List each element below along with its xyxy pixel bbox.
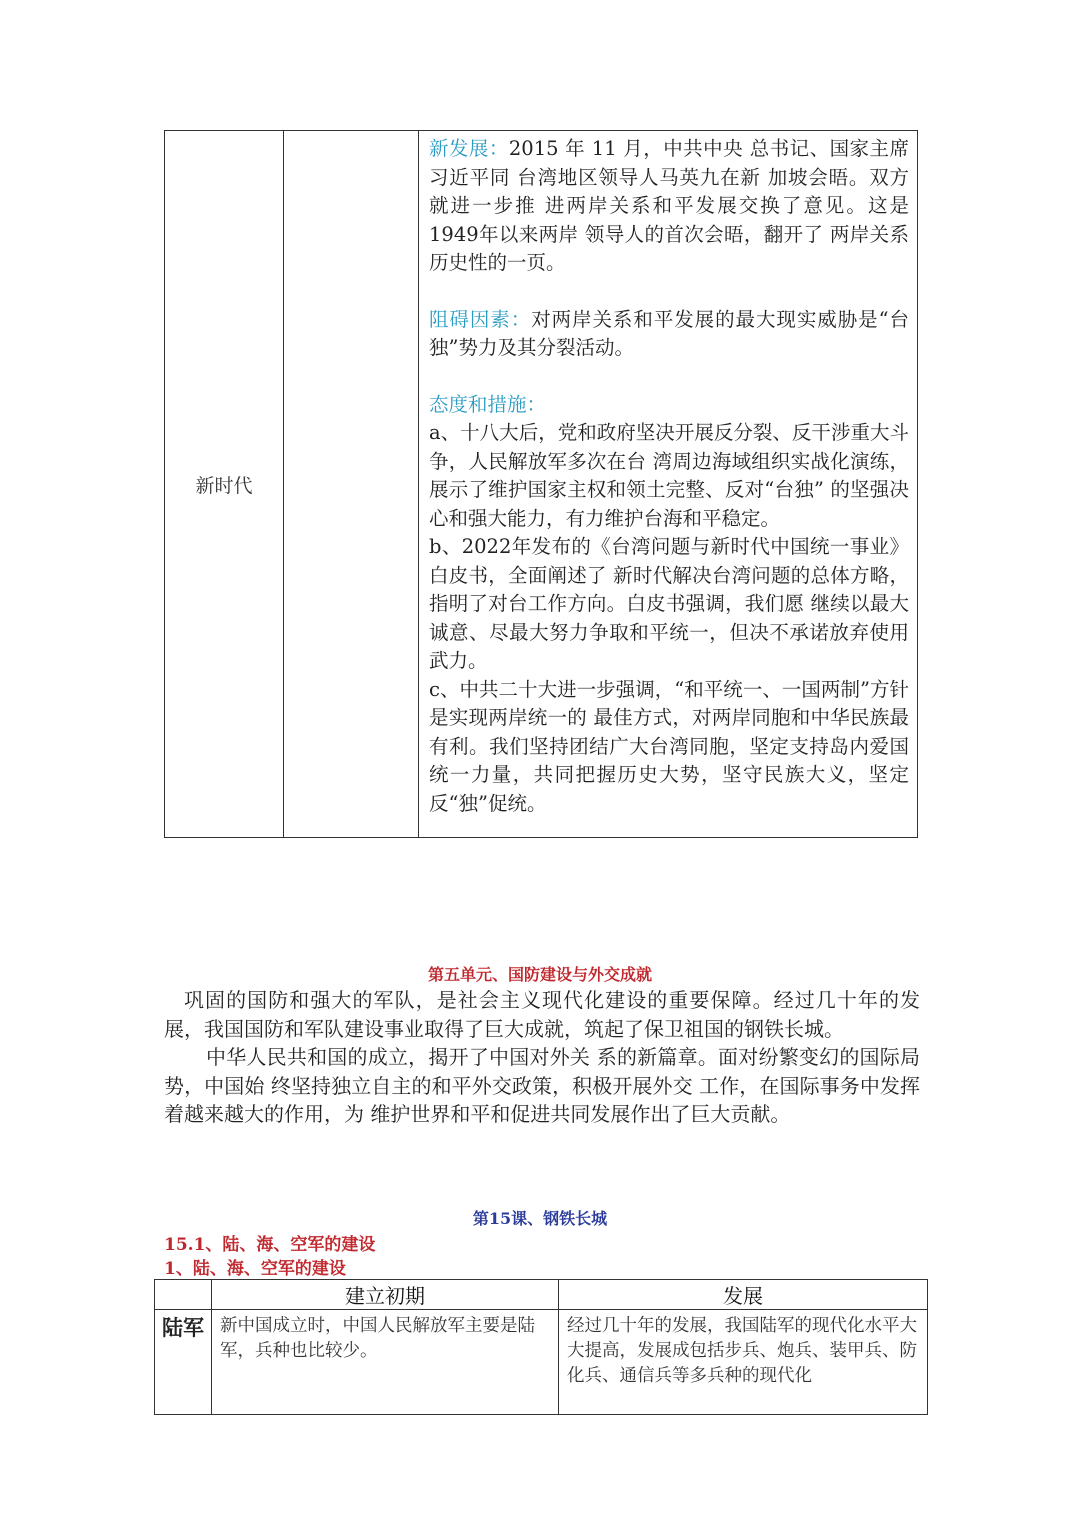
obstacle-paragraph: [429, 306, 909, 363]
measure-b: b、2022年发布的《台湾问题与新时代中国统一事业》白皮书，全面阐述了 新时代解决台湾问题的总体方略，指明了对台工作方向。白皮书强调，我们愿 继续以最大诚意、尽最大努力争取和平统一，但决不承诺放弃使用武力。: [429, 535, 909, 672]
lesson-title: 第15课、钢铁长城: [472, 1209, 608, 1228]
table-row: [155, 1310, 928, 1415]
new-development-label: 新发展：: [429, 137, 509, 160]
row-label-army: 陆军: [155, 1310, 212, 1415]
obstacle-label: 阻碍因素：: [429, 307, 532, 331]
corner-header: [155, 1280, 212, 1310]
section-heading-1: 15.1、陆、海、空军的建设: [164, 1235, 376, 1255]
unit-intro: [164, 986, 920, 1129]
header-initial: 建立初期: [212, 1280, 559, 1310]
measure-c: c、中共二十大进一步强调，“和平统一、一国两制”方针是实现两岸统一的 最佳方式，对两岸同胞和中华民族最有利。我们坚持团结广大台湾同胞，坚定支持岛内爱国统一力量，共同把握历史大势，坚守民族大义，坚定反“独”促统。: [429, 677, 909, 815]
header-development: 发展: [559, 1280, 928, 1310]
army-initial-cell: 新中国成立时，中国人民解放军主要是陆军，兵种也比较少。: [212, 1310, 559, 1415]
period-cell: 新时代: [165, 131, 284, 838]
unit-intro-paragraph-2: 中华人民共和国的成立，揭开了中国对外关 系的新篇章。面对纷繁变幻的国际局势，中国始 终坚持独立自主的和平外交政策，积极开展外交 工作，在国际事务中发挥着越来越大的作用，为 维护世界和平和促进共同发展作出了巨大贡献。: [164, 1045, 920, 1126]
unit-title: 第五单元、国防建设与外交成就: [427, 965, 652, 984]
section-heading-2: 1、陆、海、空军的建设: [164, 1259, 346, 1279]
new-development-text: 2015 年 11 月，中共中央 总书记、国家主席习近平同 台湾地区领导人马英九在新 加坡会晤。双方就进一步推 进两岸关系和平发展交换了意见。这是1949年以来两岸 领导人的首次会晤，翻开了 两岸关系历史性的一页。: [429, 137, 909, 274]
content-cell: [419, 131, 918, 838]
measure-a: a、十八大后，党和政府坚决开展反分裂、反干涉重大斗争，人民解放军多次在台 湾周边海域组织实战化演练，展示了维护国家主权和领土完整、反对“台独” 的坚强决心和强大能力，有力维护台海和平稳定。: [429, 421, 909, 530]
army-development-cell: 经过几十年的发展，我国陆军的现代化水平大大提高，发展成包括步兵、炮兵、装甲兵、防化兵、通信兵等多兵种的现代化: [559, 1310, 928, 1415]
unit-intro-paragraph-1: 巩固的国防和强大的军队，是社会主义现代化建设的重要保障。经过几十年的发展，我国国防和军队建设事业取得了巨大成就，筑起了保卫祖国的钢铁长城。: [164, 988, 920, 1041]
taiwan-relations-table: [164, 130, 918, 838]
army-table: [154, 1279, 928, 1415]
empty-cell: [284, 131, 419, 838]
measures-label: 态度和措施：: [429, 392, 547, 416]
new-development-paragraph: [429, 135, 909, 278]
obstacle-text: 对两岸关系和平发展的最大现实威胁是“台独”势力及其分裂活动。: [429, 307, 909, 359]
